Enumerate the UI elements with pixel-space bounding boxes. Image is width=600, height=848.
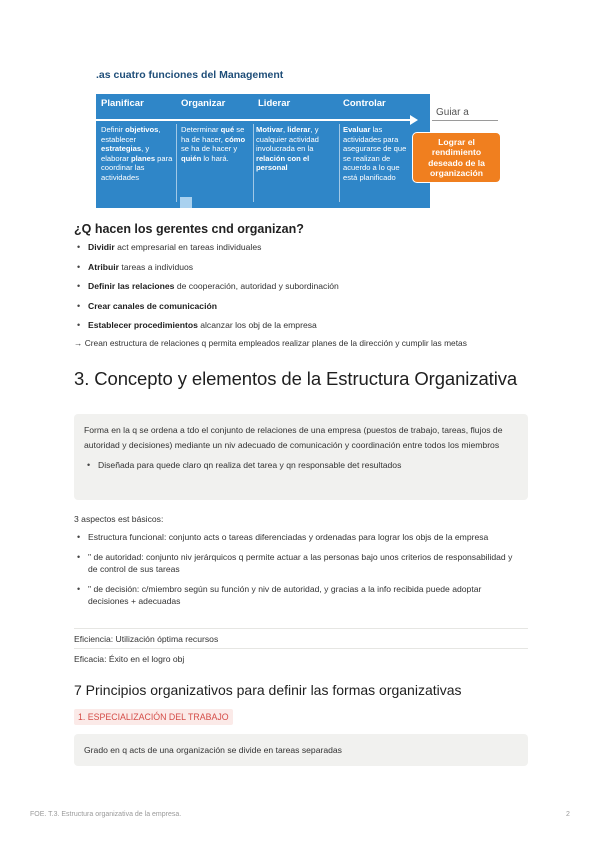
section-7-title: 7 Principios organizativos para definir las formas organizativas xyxy=(74,682,462,698)
list-item: • Crear canales de comunicación xyxy=(74,300,339,312)
definition-callout xyxy=(74,414,528,500)
aspects-intro: 3 aspectos est básicos: xyxy=(74,514,164,524)
list-item: • Estructura funcional: conjunto acts o tareas diferenciadas y ordenadas para lograr los objs de la empresa xyxy=(74,531,524,544)
column-divider xyxy=(339,124,340,202)
efficiency-text: Eficiencia: Utilización óptima recursos xyxy=(74,634,219,644)
page-number: 2 xyxy=(566,811,570,818)
guide-label: Guiar a xyxy=(436,107,469,118)
managers-task-list xyxy=(74,241,339,331)
specialization-definition: Grado en q acts de una organización se divide en tareas separadas xyxy=(84,745,342,755)
column-divider xyxy=(253,124,254,202)
section-3-title: 3. Concepto y elementos de la Estructura Organizativa xyxy=(74,368,518,389)
managers-heading: ¿Q hacen los gerentes cnd organizan? xyxy=(74,222,304,236)
aspects-list xyxy=(74,531,524,608)
decorative-square-icon xyxy=(180,197,192,208)
function-desc-organizar: Determinar qué se ha de hacer, cómo se ha de hacer y quién lo hará. xyxy=(181,125,246,163)
function-desc-liderar: Motivar, liderar, y cualquier actividad involucrada en la relación con el personal xyxy=(256,125,319,173)
list-item: • Dividir act empresarial en tareas individuales xyxy=(74,241,339,253)
functions-header xyxy=(96,94,430,118)
figure-title: .as cuatro funciones del Management xyxy=(96,69,284,81)
function-title-liderar: Liderar xyxy=(258,98,291,109)
function-title-organizar: Organizar xyxy=(181,98,226,109)
list-item: • " de decisión: c/miembro según su función y niv de autoridad, y gracias a la info recibida puede adoptar decisiones + adecuadas xyxy=(74,583,524,608)
column-divider xyxy=(176,124,177,202)
definition-text: Forma en la q se ordena a tdo el conjunto de relaciones de una empresa (puestos de trabajo, tareas, flujos de autoridad y decisiones) mediante un niv adecuado de comunicación y coordinación entre todos los miembros xyxy=(84,425,503,450)
divider xyxy=(74,628,528,629)
function-desc-controlar: Evaluar las actividades para asegurarse de que se realizan de acuerdo a lo que está planificado xyxy=(343,125,407,182)
list-item: • Atribuir tareas a individuos xyxy=(74,261,339,273)
list-item: • Definir las relaciones de cooperación, autoridad y subordinación xyxy=(74,280,339,292)
guide-underline xyxy=(432,120,498,121)
divider xyxy=(74,648,528,649)
list-item: • Diseñada para quede claro qn realiza det tarea y qn responsable det resultados xyxy=(84,459,518,471)
function-desc-planificar: Definir objetivos, establecer estrategias, y elaborar planes para coordinar las actividades xyxy=(101,125,173,182)
list-item: • Establecer procedimientos alcanzar los obj de la empresa xyxy=(74,319,339,331)
footer-document-title: FOE. T.3. Estructura organizativa de la empresa. xyxy=(30,811,182,818)
goal-box: Lograr el rendimiento deseado de la organización xyxy=(412,132,501,183)
list-item: • " de autoridad: conjunto niv jerárquicos q permite actuar a las personas bajo unos criterios de responsabilidad y de control de sus tareas xyxy=(74,551,524,576)
managers-conclusion: → Crean estructura de relaciones q permita empleados realizar planes de la dirección y cumplir las metas xyxy=(74,338,467,348)
process-arrow-line xyxy=(96,119,414,121)
efficacy-text: Eficacia: Éxito en el logro obj xyxy=(74,654,185,664)
definition-bullets xyxy=(84,459,518,471)
function-title-planificar: Planificar xyxy=(101,98,144,109)
specialization-tag: 1. ESPECIALIZACIÓN DEL TRABAJO xyxy=(74,709,233,725)
process-arrowhead-icon xyxy=(410,115,418,125)
function-title-controlar: Controlar xyxy=(343,98,386,109)
functions-panel xyxy=(96,94,430,208)
management-functions-figure xyxy=(96,66,516,212)
specialization-callout xyxy=(74,734,528,766)
